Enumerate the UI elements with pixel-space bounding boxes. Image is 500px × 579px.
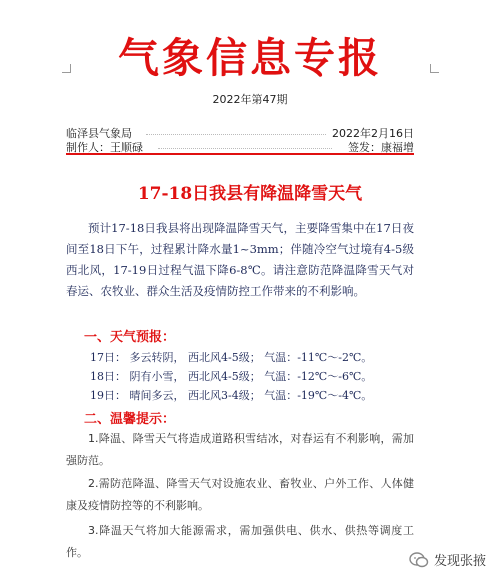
forecast-temp: 气温：-19℃～-4℃。 bbox=[264, 389, 373, 402]
forecast-wind: 西北风3-4级； bbox=[188, 389, 261, 402]
forecast-temp: 气温：-12℃～-6℃。 bbox=[264, 370, 373, 383]
headline: 17-18日我县有降温降雪天气 bbox=[137, 184, 363, 204]
forecast-temp: 气温：-11℃～-2℃。 bbox=[264, 351, 373, 364]
author-name: 王顺碌 bbox=[110, 141, 143, 154]
signer-name: 康福增 bbox=[381, 141, 414, 154]
issuer: 临泽县气象局 bbox=[66, 127, 132, 140]
signer-label: 签发： bbox=[348, 141, 381, 154]
forecast-row bbox=[90, 387, 372, 403]
section-forecast-heading: 一、天气预报： bbox=[84, 330, 176, 345]
issue-date: 2022年2月16日 bbox=[332, 127, 414, 140]
forecast-day: 19日： bbox=[90, 389, 126, 402]
tip-item: 2.需防范降温、降雪天气对设施农业、畜牧业、户外工作、人体健康及疫情防控等的不利影响。 bbox=[66, 477, 414, 512]
watermark-text: 发现张掖 bbox=[433, 554, 486, 569]
tip-item: 3.降温天气将加大能源需求，需加强供电、供水、供热等调度工作。 bbox=[66, 524, 414, 559]
forecast-row bbox=[90, 368, 372, 384]
red-divider-line bbox=[66, 153, 414, 155]
source-watermark bbox=[405, 548, 490, 571]
tip-item: 1.降温、降雪天气将造成道路积雪结冰，对春运有不利影响，需加强防范。 bbox=[66, 432, 414, 467]
author-label: 制作人： bbox=[66, 141, 110, 154]
forecast-weather: 多云转阴， bbox=[129, 351, 185, 364]
masthead-title: 气象信息专报 bbox=[118, 34, 382, 82]
issue-number: 2022年第47期 bbox=[212, 93, 288, 106]
forecast-day: 18日： bbox=[90, 370, 126, 383]
lead-paragraph: 预计17-18日我县将出现降温降雪天气，主要降雪集中在17日夜间至18日下午，过程累计降水量1~3mm；伴随冷空气过境有4-5级西北风，17-19日过程气温下降6-8℃。请注意防范降温降雪天气对春运、农牧业、群众生活及疫情防控工作带来的不利影响。 bbox=[66, 221, 414, 298]
forecast-weather: 阴有小雪， bbox=[129, 370, 185, 383]
section-tips-heading: 二、温馨提示： bbox=[84, 412, 176, 427]
wechat-icon bbox=[409, 551, 429, 569]
forecast-row bbox=[90, 349, 372, 365]
forecast-day: 17日： bbox=[90, 351, 126, 364]
forecast-wind: 西北风4-5级； bbox=[188, 351, 261, 364]
dotted-leader bbox=[158, 148, 332, 149]
forecast-wind: 西北风4-5级； bbox=[188, 370, 261, 383]
dotted-leader bbox=[146, 134, 326, 135]
forecast-weather: 晴间多云， bbox=[129, 389, 185, 402]
